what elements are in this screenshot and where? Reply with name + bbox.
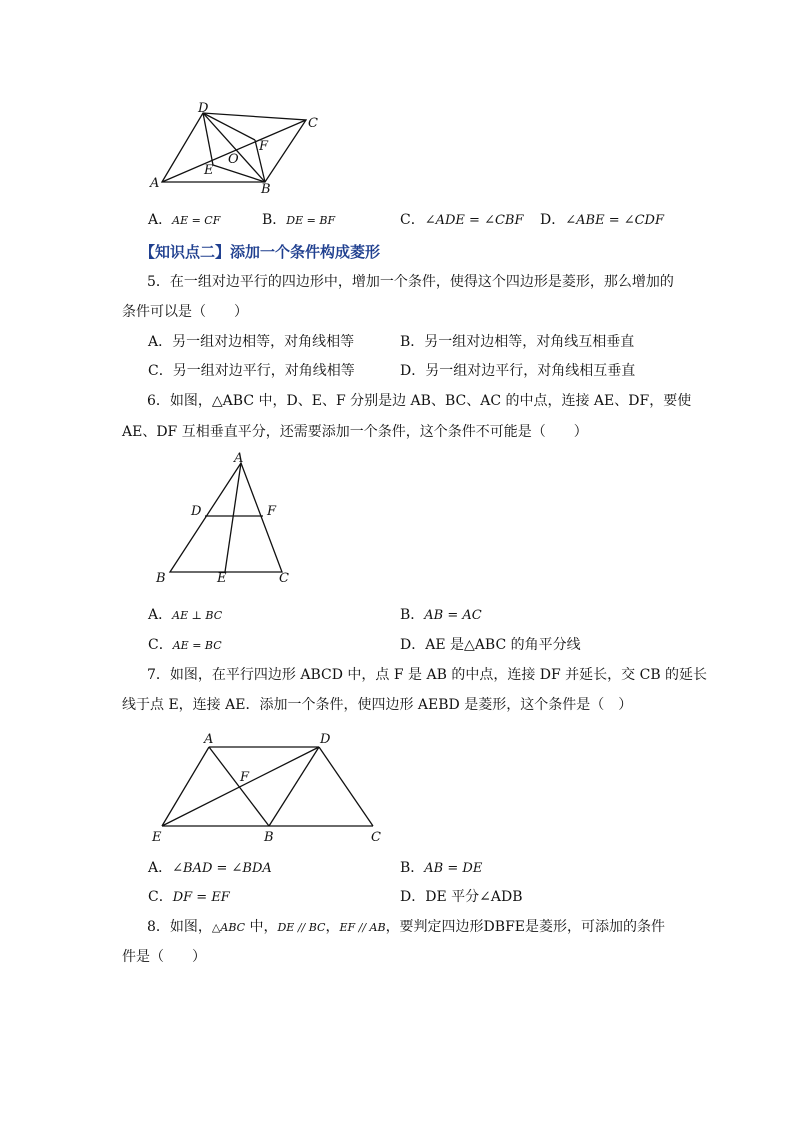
q6-option-a: A．AE ⊥ BC xyxy=(148,607,223,623)
q6-option-d: D．AE 是△ABC 的角平分线 xyxy=(400,637,581,653)
q7-stem-line2: 线于点 E，连接 AE．添加一个条件，使四边形 AEBD 是菱形，这个条件是（ ） xyxy=(122,697,633,713)
q7-parallelogram-figure xyxy=(145,722,395,847)
q4-label-f: F xyxy=(259,139,269,154)
q7-label-d: D xyxy=(320,732,331,747)
q6-label-b: B xyxy=(156,571,166,586)
q5-option-b: B．另一组对边相等，对角线互相垂直 xyxy=(400,334,635,350)
q4-option-c: C．∠ADE = ∠CBF xyxy=(400,212,524,228)
q7-label-f: F xyxy=(240,770,250,785)
q6-triangle-figure xyxy=(150,448,300,588)
q6-label-c: C xyxy=(279,571,289,586)
q6-stem-line2: AE、DF 互相垂直平分，还需要添加一个条件，这个条件不可能是（ ） xyxy=(122,424,588,440)
q7-option-b: B．AB = DE xyxy=(400,860,483,876)
q5-option-c: C．另一组对边平行，对角线相等 xyxy=(148,363,355,379)
q6-label-e: E xyxy=(217,571,227,586)
q4-segment-de xyxy=(203,113,213,165)
q7-stem-line1: 7．如图，在平行四边形 ABCD 中，点 F 是 AB 的中点，连接 DF 并延长，交 CB 的延长 xyxy=(147,667,708,683)
q5-stem-line1: 5．在一组对边平行的四边形中，增加一个条件，使得这个四边形是菱形，那么增加的 xyxy=(147,274,674,290)
q4-label-c: C xyxy=(308,116,318,131)
section-heading: 【知识点二】添加一个条件构成菱形 xyxy=(140,243,381,261)
q4-label-a: A xyxy=(150,176,160,191)
q4-label-e: E xyxy=(204,163,214,178)
q7-label-b: B xyxy=(264,830,274,845)
q7-option-c: C．DF = EF xyxy=(148,889,230,905)
q8-stem-line2: 件是（ ） xyxy=(122,949,206,965)
q5-option-d: D．另一组对边平行，对角线相互垂直 xyxy=(400,363,636,379)
q5-stem-line2: 条件可以是（ ） xyxy=(122,304,248,320)
q4-segment-df xyxy=(203,113,255,140)
q6-triangle-outline xyxy=(170,463,282,572)
q4-option-a: A．AE = CF xyxy=(148,212,221,228)
q7-label-c: C xyxy=(371,830,381,845)
q6-label-d: D xyxy=(191,504,202,519)
q5-option-a: A．另一组对边相等，对角线相等 xyxy=(148,334,355,350)
q7-label-a: A xyxy=(204,732,214,747)
q8-stem-line1: 8．如图，△ABC 中，DE // BC，EF // AB，要判定四边形DBFE是菱形，可添加的条件 xyxy=(147,919,666,935)
q4-label-o: O xyxy=(228,152,239,167)
q4-parallelogram-figure xyxy=(140,100,330,200)
q4-label-b: B xyxy=(261,182,271,197)
q7-option-d: D．DE 平分∠ADB xyxy=(400,889,523,905)
q6-stem-line1: 6．如图，△ABC 中，D、E、F 分别是边 AB、BC、AC 的中点，连接 AE、DF，要使 xyxy=(147,393,692,409)
q7-segment-db xyxy=(269,747,319,826)
q7-segment-ab xyxy=(209,747,269,826)
q4-option-b: B．DE = BF xyxy=(262,212,336,228)
q4-option-d: D．∠ABE = ∠CDF xyxy=(540,212,664,228)
q6-option-b: B．AB = AC xyxy=(400,607,482,623)
q4-label-d: D xyxy=(198,101,209,116)
q6-label-f: F xyxy=(267,504,277,519)
q7-segment-dc xyxy=(319,747,373,826)
q7-option-a: A．∠BAD = ∠BDA xyxy=(148,860,272,876)
q7-label-e: E xyxy=(152,830,162,845)
q6-segment-ae xyxy=(225,463,241,572)
q6-option-c: C．AE = BC xyxy=(148,637,222,653)
q6-label-a: A xyxy=(234,451,244,466)
